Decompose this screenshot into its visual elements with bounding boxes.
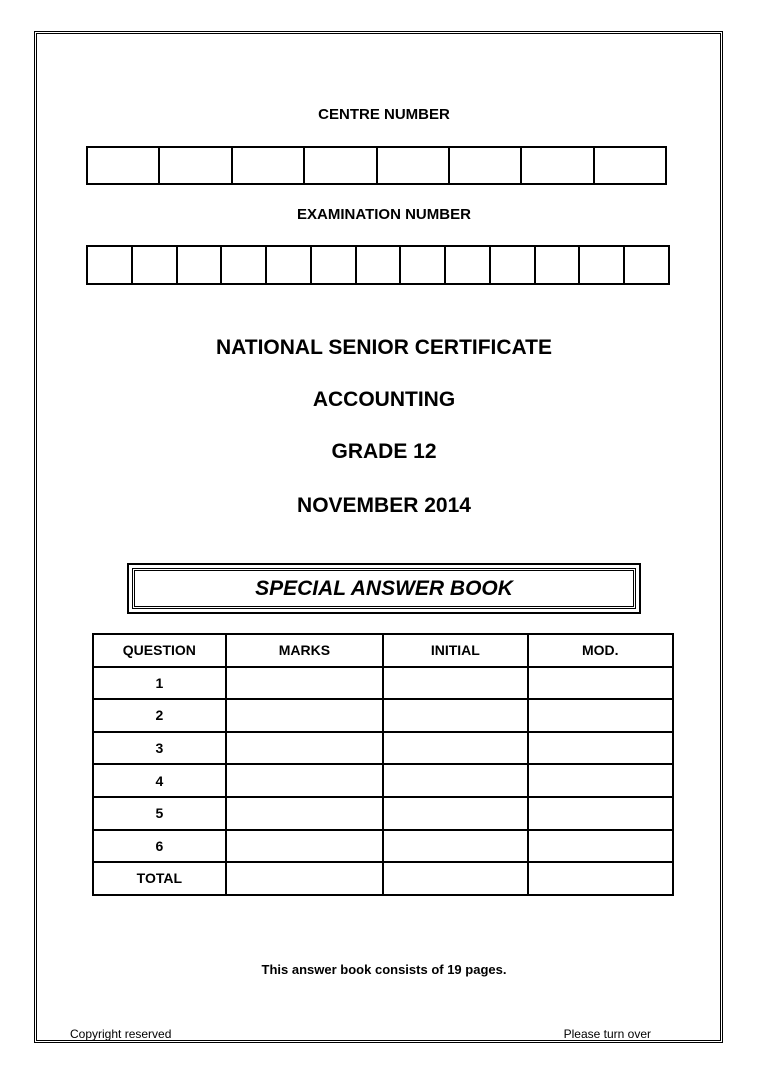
initial-cell[interactable] <box>383 797 527 830</box>
initial-cell[interactable] <box>383 862 527 895</box>
marks-cell[interactable] <box>226 699 383 732</box>
examination-number-box[interactable] <box>536 247 581 283</box>
grade-title: GRADE 12 <box>331 440 437 463</box>
question-number: 4 <box>93 764 226 797</box>
footer-turn-over: Please turn over <box>563 1027 651 1041</box>
centre-number-box[interactable] <box>378 148 450 183</box>
marks-cell[interactable] <box>226 862 383 895</box>
header-mod: MOD. <box>528 634 673 667</box>
centre-number-box[interactable] <box>305 148 377 183</box>
question-number: TOTAL <box>93 862 226 895</box>
page-count-note: This answer book consists of 19 pages. <box>261 962 507 977</box>
centre-number-box[interactable] <box>160 148 232 183</box>
mod-cell[interactable] <box>528 732 673 765</box>
table-row <box>93 699 673 732</box>
certificate-title: NATIONAL SENIOR CERTIFICATE <box>216 336 552 359</box>
initial-cell[interactable] <box>383 732 527 765</box>
header-question: QUESTION <box>93 634 226 667</box>
examination-number-label: EXAMINATION NUMBER <box>297 206 471 223</box>
answer-book-banner <box>127 563 641 614</box>
examination-number-box[interactable] <box>401 247 446 283</box>
mod-cell[interactable] <box>528 764 673 797</box>
mod-cell[interactable] <box>528 862 673 895</box>
examination-number-box[interactable] <box>580 247 625 283</box>
mod-cell[interactable] <box>528 667 673 700</box>
question-number: 5 <box>93 797 226 830</box>
answer-book-banner-text: SPECIAL ANSWER BOOK <box>132 568 636 609</box>
marks-cell[interactable] <box>226 830 383 863</box>
centre-number-label: CENTRE NUMBER <box>318 106 450 123</box>
marks-cell[interactable] <box>226 764 383 797</box>
question-number: 6 <box>93 830 226 863</box>
subject-title: ACCOUNTING <box>312 388 456 411</box>
centre-number-boxes <box>86 146 667 185</box>
centre-number-box[interactable] <box>233 148 305 183</box>
mod-cell[interactable] <box>528 699 673 732</box>
initial-cell[interactable] <box>383 764 527 797</box>
examination-number-box[interactable] <box>446 247 491 283</box>
initial-cell[interactable] <box>383 699 527 732</box>
examination-number-box[interactable] <box>357 247 402 283</box>
marks-cell[interactable] <box>226 797 383 830</box>
centre-number-box[interactable] <box>595 148 665 183</box>
question-number: 1 <box>93 667 226 700</box>
question-number: 2 <box>93 699 226 732</box>
examination-number-box[interactable] <box>491 247 536 283</box>
centre-number-box[interactable] <box>450 148 522 183</box>
marks-cell[interactable] <box>226 732 383 765</box>
examination-number-box[interactable] <box>178 247 223 283</box>
mod-cell[interactable] <box>528 797 673 830</box>
examination-number-box[interactable] <box>222 247 267 283</box>
marks-table <box>92 633 674 896</box>
table-row <box>93 797 673 830</box>
table-row <box>93 732 673 765</box>
marks-cell[interactable] <box>226 667 383 700</box>
examination-number-box[interactable] <box>133 247 178 283</box>
header-initial: INITIAL <box>383 634 527 667</box>
table-row <box>93 667 673 700</box>
mod-cell[interactable] <box>528 830 673 863</box>
examination-number-box[interactable] <box>88 247 133 283</box>
examination-number-box[interactable] <box>312 247 357 283</box>
table-row <box>93 764 673 797</box>
table-row <box>93 830 673 863</box>
marks-table-header <box>93 634 673 667</box>
header-marks: MARKS <box>226 634 383 667</box>
centre-number-box[interactable] <box>522 148 594 183</box>
initial-cell[interactable] <box>383 667 527 700</box>
date-title: NOVEMBER 2014 <box>297 494 471 517</box>
table-row <box>93 862 673 895</box>
footer-copyright: Copyright reserved <box>70 1027 172 1041</box>
examination-number-box[interactable] <box>267 247 312 283</box>
centre-number-box[interactable] <box>88 148 160 183</box>
examination-number-boxes <box>86 245 670 285</box>
examination-number-box[interactable] <box>625 247 668 283</box>
question-number: 3 <box>93 732 226 765</box>
initial-cell[interactable] <box>383 830 527 863</box>
